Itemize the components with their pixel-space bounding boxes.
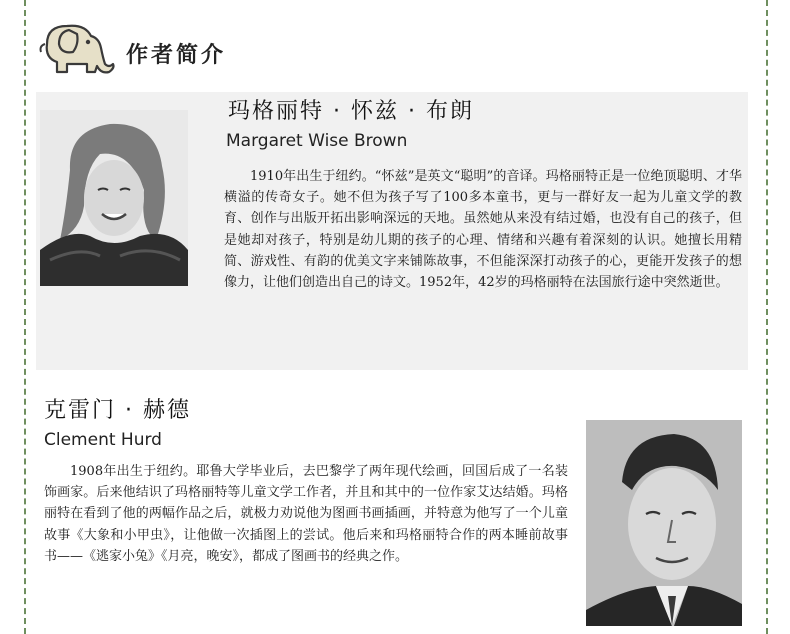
author2-name-en: Clement Hurd [44, 430, 162, 450]
elephant-icon [33, 14, 119, 80]
right-dashed-border [766, 0, 768, 634]
author1-photo [40, 110, 188, 286]
left-dashed-border [24, 0, 26, 634]
author1-name-cn: 玛格丽特 · 怀兹 · 布朗 [228, 99, 474, 124]
author1-bio: 1910年出生于纽约。“怀兹”是英文“聪明”的音译。玛格丽特正是一位绝顶聪明、才华横溢的传奇女子。她不但为孩子写了100多本童书，更与一群好友一起为儿童文学的教育、创作与出版开拓出影响深远的天地。虽然她从来没有结过婚，也没有自己的孩子，但是她却对孩子，特别是幼儿期的孩子的心理、情绪和兴趣有着深刻的认识。她擅长用精简、游戏性、有韵的优美文字来铺陈故事，不但能深深打动孩子的心，更能开发孩子的想像力，让他们创造出自己的诗文。1952年，42岁的玛格丽特在法国旅行途中突然逝世。 [224, 169, 742, 291]
author2-name-cn: 克雷门 · 赫德 [44, 398, 191, 423]
section-title: 作者简介 [126, 43, 227, 68]
author2-photo [586, 420, 742, 626]
author2-bio: 1908年出生于纽约。耶鲁大学毕业后，去巴黎学了两年现代绘画，回国后成了一名装饰画家。后来他结识了玛格丽特等儿童文学工作者，并且和其中的一位作家艾达结婚。玛格丽特在看到了他的两幅作品之后，就极力劝说他为图画书画插画，并特意为他写了一个儿童故事《大象和小甲虫》，让他做一次插图上的尝试。他后来和玛格丽特合作的两本睡前故事书——《逃家小兔》《月亮，晚安》，都成了图画书的经典之作。 [44, 464, 568, 564]
author1-name-en: Margaret Wise Brown [226, 131, 408, 151]
